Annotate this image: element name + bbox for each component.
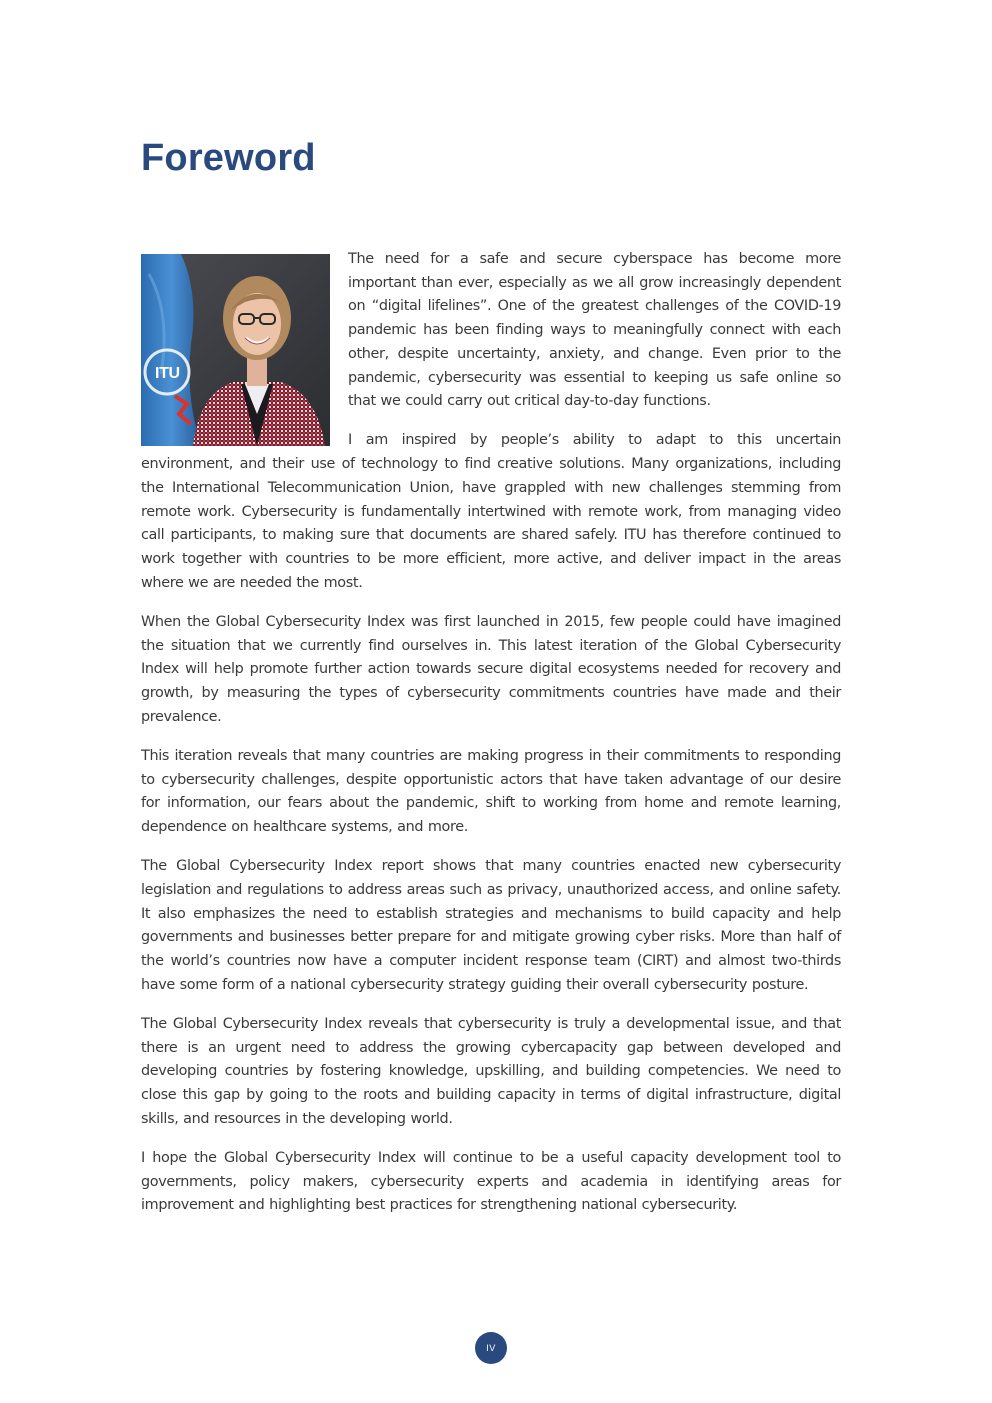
paragraph-5: The Global Cybersecurity Index report shows that many countries enacted new cybersecurity legislation and regulations to address areas such as privacy, unauthorized access, and online safety. It also emphasizes the need to establish strategies and mechanisms to build capacity and help governments and businesses better prepare for and mitigate growing cyber risks. More than half of the world’s countries now have a computer incident response team (CIRT) and almost two-thirds have some form of a national cybersecurity strategy guiding their overall cybersecurity posture. bbox=[141, 858, 841, 993]
paragraph-6: The Global Cybersecurity Index reveals that cybersecurity is truly a developmental issue, and that there is an urgent need to address the growing cybercapacity gap between developed and developing countries by fostering knowledge, upskilling, and building competencies. We need to close this gap by going to the roots and building capacity in terms of digital infrastructure, digital skills, and resources in the developing world. bbox=[141, 1015, 841, 1127]
flag-logo-text: ITU bbox=[155, 365, 180, 382]
paragraph-1: The need for a safe and secure cyberspace has become more important than ever, especially as we all grow increasingly dependent on “digital lifelines”. One of the greatest challenges of the COVID-19 pandemic has been finding ways to meaningfully connect with each other, despite uncertainty, anxiety, and change. Even prior to the pandemic, cybersecurity was essential to keeping us safe online so that we could carry out critical day-to-day functions. bbox=[348, 251, 841, 410]
paragraph-2: I am inspired by people’s ability to adapt to this uncertain environment, and their use of technology to find creative solutions. Many organizations, including the International Telecommunication Union, have grappled with new challenges stemming from remote work. Cybersecurity is fundamentally intertwined with remote work, from managing video call participants, to making sure that documents are shared safely. ITU has therefore continued to work together with countries to be more efficient, more active, and deliver impact in the areas where we are needed the most. bbox=[141, 432, 841, 591]
paragraph-3: When the Global Cybersecurity Index was first launched in 2015, few people could have imagined the situation that we currently find ourselves in. This latest iteration of the Global Cybersecurity Index will help promote further action towards secure digital ecosystems needed for recovery and growth, by measuring the types of cybersecurity commitments countries have made and their prevalence. bbox=[141, 613, 841, 725]
portrait-photo bbox=[141, 254, 330, 446]
paragraph-7: I hope the Global Cybersecurity Index will continue to be a useful capacity development tool to governments, policy makers, cybersecurity experts and academia in identifying areas for improvement and highlighting best practices for strengthening national cybersecurity. bbox=[141, 1149, 841, 1214]
portrait-illustration bbox=[141, 254, 330, 446]
paragraph-4: This iteration reveals that many countries are making progress in their commitments to responding to cybersecurity challenges, despite opportunistic actors that have taken advantage of our desire for information, our fears about the pandemic, shift to working from home and remote learning, dependence on healthcare systems, and more. bbox=[141, 747, 841, 835]
foreword-body bbox=[141, 248, 841, 1234]
page-number-badge: IV bbox=[475, 1332, 507, 1364]
page-title: Foreword bbox=[141, 137, 316, 179]
